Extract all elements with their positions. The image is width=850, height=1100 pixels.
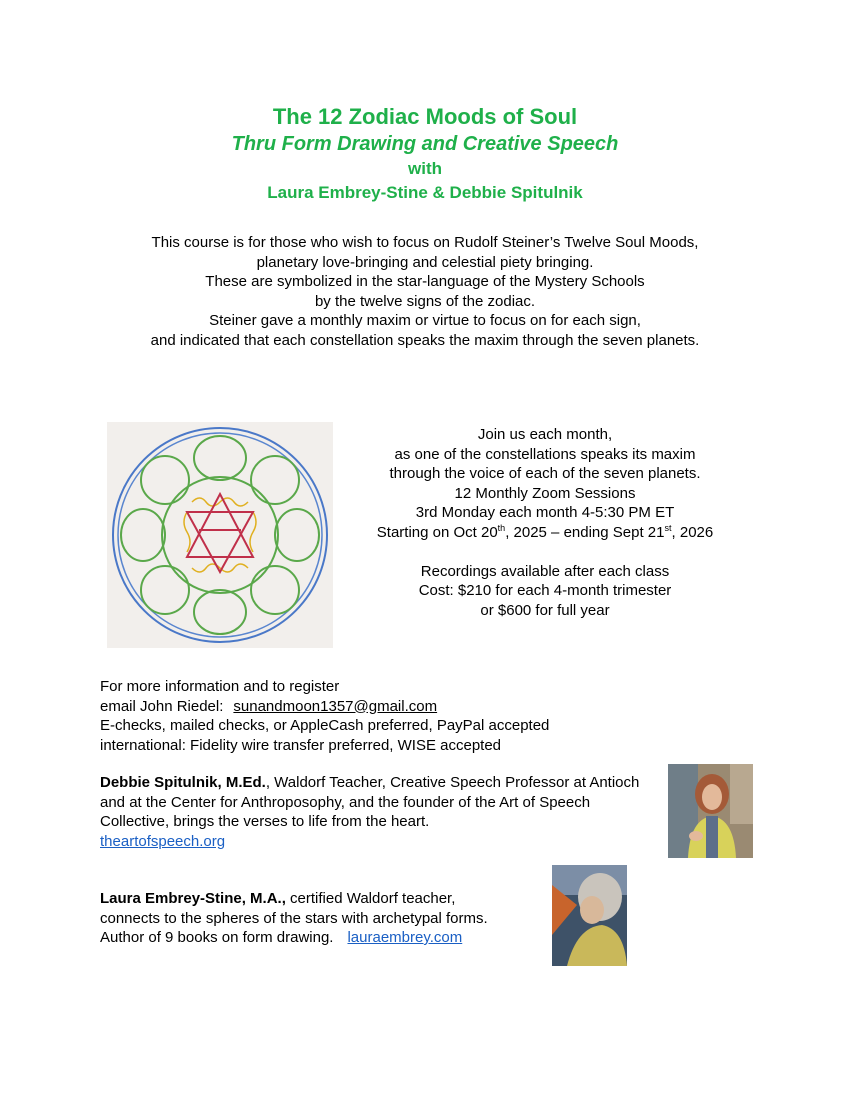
cost-line-full-year: or $600 for full year: [480, 601, 610, 619]
laura-photo: [552, 865, 627, 966]
contact-line: For more information and to register: [100, 678, 340, 695]
bio-text: Author of 9 books on form drawing.: [100, 929, 334, 946]
intro-line: by the twelve signs of the zodiac.: [314, 292, 536, 310]
bio-name: Debbie Spitulnik, M.Ed.: [100, 774, 266, 791]
details-line: as one of the constellations speaks its maxim: [394, 445, 696, 463]
portrait-image: [668, 764, 753, 858]
bio-text: , Waldorf Teacher, Creative Speech Professor at Antioch and at the Center for Anthroposophy, and the founder of the Art of Speech Collective, brings the verses to life from the heart.: [100, 774, 640, 830]
intro-line: Steiner gave a monthly maxim or virtue to focus on for each sign,: [209, 312, 641, 329]
page-subtitle: Thru Form Drawing and Creative Speech: [231, 133, 619, 155]
start-date-text: Starting on Oct 20: [376, 523, 498, 541]
with-label: with: [408, 159, 442, 178]
international-payment-line: international: Fidelity wire transfer preferred, WISE accepted: [100, 736, 502, 754]
mandala-drawing: [107, 422, 333, 648]
intro-line: planetary love-bringing and celestial piety bringing.: [256, 253, 594, 271]
bio-debbie: [100, 773, 660, 851]
cost-line: Cost: $210 for each 4-month trimester: [418, 582, 672, 599]
bio-website-link[interactable]: theartofspeech.org: [100, 832, 226, 850]
portrait-image: [552, 865, 627, 966]
date-range-line: [340, 523, 750, 543]
bio-website-link[interactable]: lauraembrey.com: [347, 929, 463, 946]
debbie-photo: [668, 764, 753, 858]
email-link[interactable]: sunandmoon1357@gmail.com: [233, 697, 438, 715]
payment-line: E-checks, mailed checks, or AppleCash preferred, PayPal accepted: [100, 717, 550, 734]
start-date-suffix: th: [497, 522, 506, 533]
intro-line: This course is for those who wish to focus on Rudolf Steiner’s Twelve Soul Moods,: [151, 234, 699, 251]
email-label: email John Riedel:: [100, 697, 224, 715]
end-date-text: , 2025 – ending Sept 21: [505, 523, 665, 541]
schedule-line: 3rd Monday each month 4-5:30 PM ET: [415, 504, 675, 521]
zodiac-mandala-image: [107, 422, 333, 648]
details-line: through the voice of each of the seven planets.: [389, 465, 701, 482]
email-line: [100, 697, 549, 717]
recordings-line: Recordings available after each class: [420, 562, 670, 580]
sessions-count: 12 Monthly Zoom Sessions: [454, 484, 636, 502]
bio-text: certified Waldorf teacher,: [285, 890, 456, 907]
contact-info: [100, 677, 549, 755]
page-title: The 12 Zodiac Moods of Soul: [272, 104, 578, 129]
presenters-line: Laura Embrey-Stine & Debbie Spitulnik: [267, 183, 583, 202]
intro-line: and indicated that each constellation speaks the maxim through the seven planets.: [150, 331, 700, 349]
bio-line: [100, 889, 550, 909]
title-block: [0, 103, 850, 205]
session-details: [340, 425, 750, 620]
details-line: Join us each month,: [477, 426, 613, 443]
end-year-text: , 2026: [671, 523, 714, 541]
bio-name: Laura Embrey-Stine, M.A.,: [100, 890, 286, 907]
bio-line: connects to the spheres of the stars with archetypal forms.: [100, 909, 488, 927]
end-date-suffix: st: [664, 522, 672, 533]
bio-laura: [100, 889, 550, 948]
intro-line: These are symbolized in the star-language of the Mystery Schools: [205, 273, 645, 290]
intro-paragraph: [0, 233, 850, 350]
spacer: [340, 542, 750, 562]
bio-line: [100, 928, 550, 948]
